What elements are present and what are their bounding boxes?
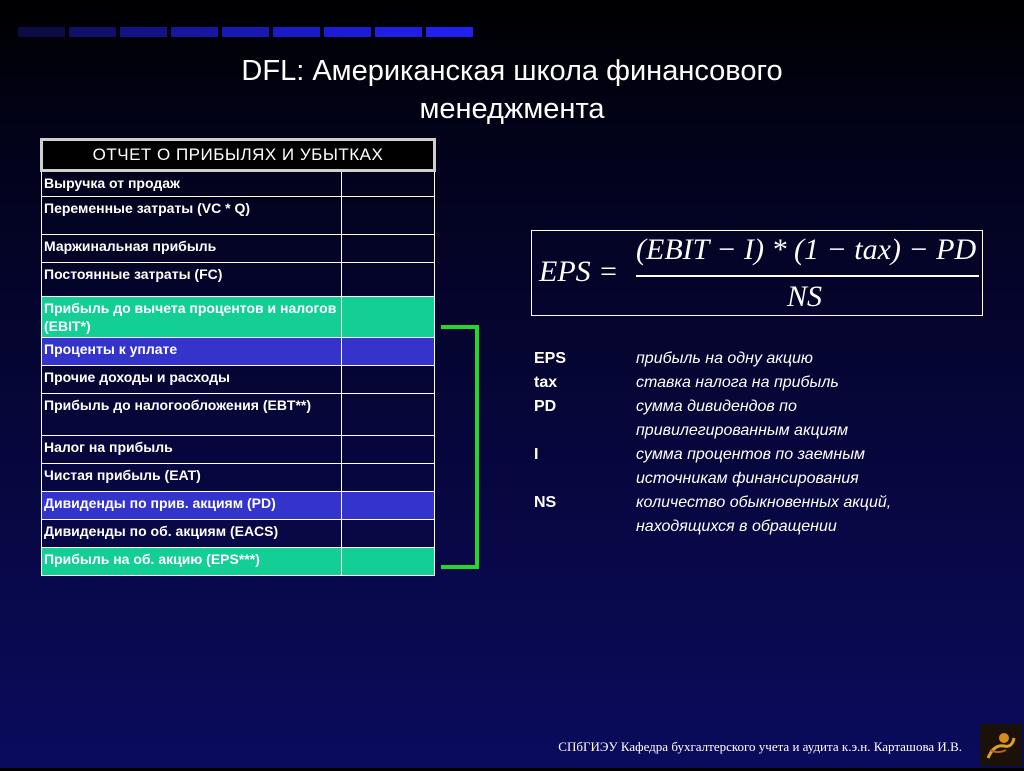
formula-numerator: (EBIT − I) * (1 − tax) − PD: [636, 233, 977, 266]
table-row: [42, 297, 435, 338]
eps-formula: [531, 230, 983, 316]
top-bar-segment: [18, 27, 65, 37]
formula-lhs: EPS =: [539, 255, 619, 288]
table-row: [42, 394, 435, 436]
row-value-cell: [342, 520, 435, 548]
legend-row: [534, 419, 966, 443]
legend-row: [534, 347, 966, 371]
table-row: [42, 464, 435, 492]
top-bar-segment: [426, 27, 473, 37]
legend-row: [534, 395, 966, 419]
title-line-1: DFL: Американская школа финансового: [241, 55, 783, 87]
top-bar-segment: [324, 27, 371, 37]
table-row: [42, 520, 435, 548]
row-value-cell: [342, 464, 435, 492]
legend-description: прибыль на одну акцию: [636, 350, 813, 367]
row-value-cell: [342, 492, 435, 520]
row-value-cell: [342, 171, 435, 197]
top-bar-segment: [222, 27, 269, 37]
legend-term: I: [534, 446, 539, 463]
legend-row: [534, 491, 966, 515]
table-row: [42, 263, 435, 297]
formula-legend: [534, 347, 966, 539]
legend-description: привилегированным акциям: [636, 422, 849, 439]
row-label: Прибыль на об. акцию (EPS***): [42, 548, 342, 576]
table-row: [42, 338, 435, 366]
legend-term: [534, 419, 636, 443]
fraction-bar: [636, 275, 979, 277]
legend-term: [534, 515, 636, 539]
legend-term: EPS: [534, 350, 567, 367]
table-row: [42, 171, 435, 197]
table-header: ОТЧЕТ О ПРИБЫЛЯХ И УБЫТКАХ: [42, 140, 435, 171]
legend-term: [534, 467, 636, 491]
top-bar-segment: [69, 27, 116, 37]
row-value-cell: [342, 263, 435, 297]
table-row: [42, 197, 435, 235]
row-label: Постоянные затраты (FC): [42, 263, 342, 297]
table-row: [42, 366, 435, 394]
title-line-2: менеджмента: [419, 93, 605, 125]
formula-denominator: NS: [787, 280, 823, 313]
legend-row: [534, 443, 966, 467]
footer-credit: СПбГИЭУ Кафедра бухгалтерского учета и аудита к.э.н. Карташова И.В.: [558, 739, 962, 754]
legend-row: [534, 371, 966, 395]
row-value-cell: [342, 297, 435, 338]
university-logo-icon: [980, 724, 1022, 766]
row-label: Дивиденды по об. акциям (EACS): [42, 520, 342, 548]
row-value-cell: [342, 338, 435, 366]
row-label: Прибыль до налогообложения (EBT**): [42, 394, 342, 436]
row-label: Переменные затраты (VC * Q): [42, 197, 342, 235]
legend-row: [534, 467, 966, 491]
legend-term: NS: [534, 494, 557, 511]
row-label: Чистая прибыль (EAT): [42, 464, 342, 492]
top-bar-segment: [375, 27, 422, 37]
legend-description: ставка налога на прибыль: [636, 374, 839, 391]
row-value-cell: [342, 197, 435, 235]
row-label: Проценты к уплате: [42, 338, 342, 366]
legend-description: сумма дивидендов по: [636, 398, 797, 415]
legend-term: tax: [534, 374, 558, 391]
table-row: [42, 548, 435, 576]
table-row: [42, 235, 435, 263]
income-statement-table: [40, 138, 436, 576]
row-label: Прочие доходы и расходы: [42, 366, 342, 394]
decorative-top-bar: [18, 27, 473, 37]
row-label: Маржинальная прибыль: [42, 235, 342, 263]
row-value-cell: [342, 235, 435, 263]
legend-description: количество обыкновенных акций,: [636, 494, 892, 511]
row-label: Прибыль до вычета процентов и налогов (EBIT*): [42, 297, 342, 338]
row-value-cell: [342, 394, 435, 436]
row-value-cell: [342, 366, 435, 394]
row-value-cell: [342, 548, 435, 576]
slide-title: [0, 52, 1024, 128]
row-label: Налог на прибыль: [42, 436, 342, 464]
legend-term: PD: [534, 398, 557, 415]
ebit-to-eps-bracket: [441, 325, 479, 569]
table-row: [42, 492, 435, 520]
legend-description: источникам финансирования: [636, 470, 859, 487]
legend-description: сумма процентов по заемным: [636, 446, 865, 463]
top-bar-segment: [120, 27, 167, 37]
row-label: Выручка от продаж: [42, 171, 342, 197]
top-bar-segment: [273, 27, 320, 37]
row-label: Дивиденды по прив. акциям (PD): [42, 492, 342, 520]
row-value-cell: [342, 436, 435, 464]
legend-description: находящихся в обращении: [636, 518, 837, 535]
table-row: [42, 436, 435, 464]
top-bar-segment: [171, 27, 218, 37]
legend-row: [534, 515, 966, 539]
